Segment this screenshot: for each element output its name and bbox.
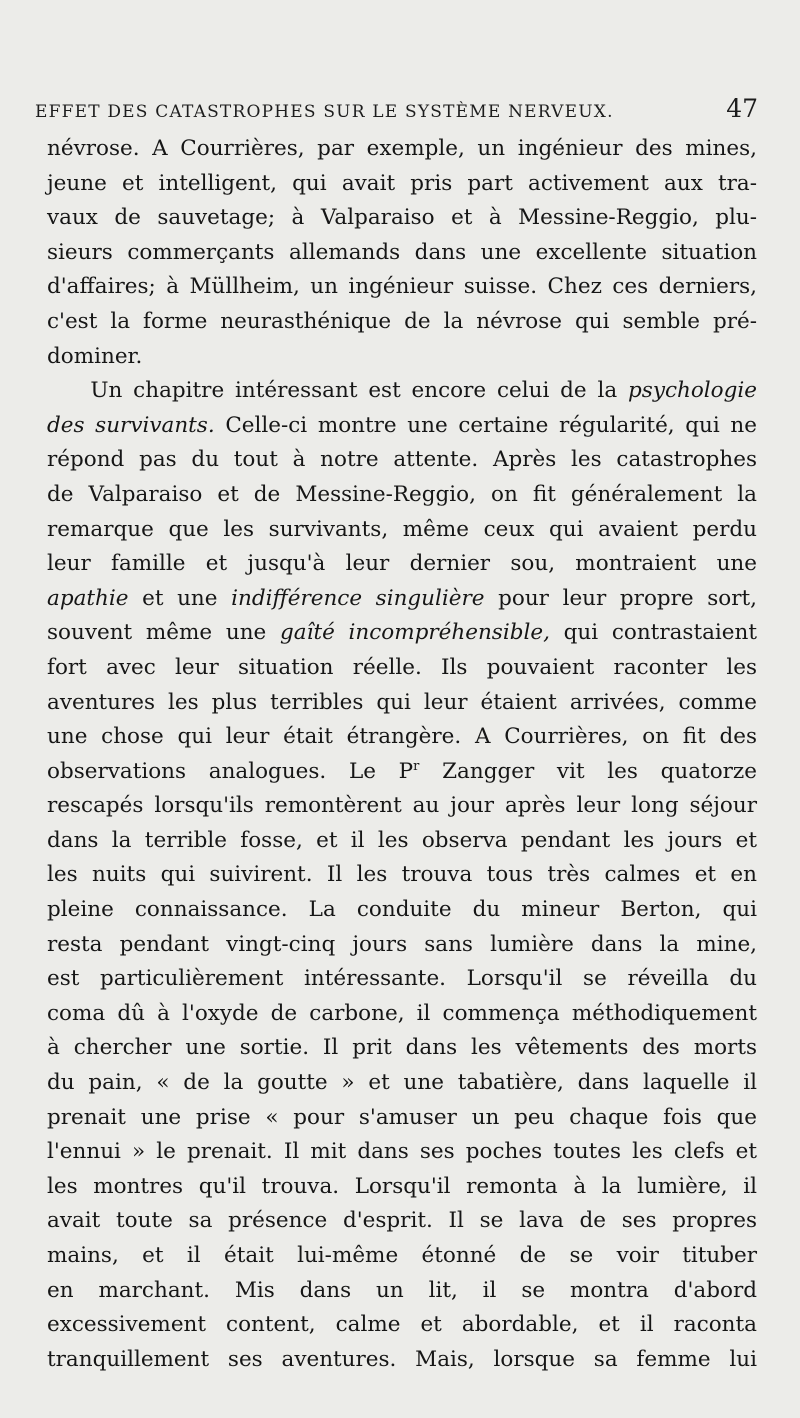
text-line: fort avec leur situation réelle. Ils pouvaient raconter les: [47, 654, 757, 680]
text-span: observations analogues. Le P: [47, 758, 414, 784]
text-span: Un chapitre intéressant est encore celui de la: [90, 378, 629, 404]
text-line: [47, 582, 757, 617]
text-line: les montres qu'il trouva. Lorsqu'il remonta à la lumière, il: [47, 1173, 757, 1199]
text-line: mains, et il était lui-même étonné de se voir tituber: [47, 1243, 757, 1268]
text-line: les nuits qui suivirent. Il les trouva tous très calmes et en: [47, 862, 757, 888]
text-span: et une: [128, 585, 232, 611]
text-span: Celle-ci montre une certaine régularité, qui ne: [214, 412, 757, 438]
text-line: [47, 374, 757, 409]
text-line: d'affaires; à Müllheim, un ingénieur suisse. Chez ces derniers,: [47, 274, 757, 300]
text-line: est particulièrement intéressante. Lorsqu'il se réveilla du: [47, 966, 757, 992]
text-line: rescapés lorsqu'ils remontèrent au jour après leur long séjour: [47, 793, 757, 819]
text-line: coma dû à l'oxyde de carbone, il commença méthodiquement: [47, 1000, 757, 1026]
text-line: [47, 755, 757, 790]
text-line: [47, 409, 757, 444]
italic-text: des survivants.: [47, 412, 215, 438]
text-line: excessivement content, calme et abordable, et il raconta: [47, 1312, 757, 1338]
text-line: dominer.: [47, 343, 143, 369]
text-line: pleine connaissance. La conduite du mineur Berton, qui: [47, 897, 757, 923]
italic-text: indifférence singulière: [231, 585, 485, 611]
text-line: resta pendant vingt-cinq jours sans lumière dans la mine,: [47, 931, 757, 957]
italic-text: psychologie: [628, 378, 757, 404]
text-line: c'est la forme neurasthénique de la névrose qui semble pré-: [47, 308, 757, 334]
text-line: aventures les plus terribles qui leur étaient arrivées, comme: [47, 689, 757, 715]
text-line: leur famille et jusqu'à leur dernier sou, montraient une: [47, 551, 757, 577]
text-line: tranquillement ses aventures. Mais, lorsque sa femme lui: [47, 1346, 757, 1372]
text-line: une chose qui leur était étrangère. A Courrières, on fit des: [47, 724, 757, 750]
text-line: répond pas du tout à notre attente. Après les catastrophes: [47, 447, 757, 473]
page-header: [35, 94, 758, 128]
text-span: pour leur propre sort,: [484, 585, 757, 611]
text-line: remarque que les survivants, même ceux qui avaient perdu: [47, 516, 757, 542]
italic-text: gaîté incompréhensible,: [279, 620, 550, 646]
text-line: jeune et intelligent, qui avait pris part activement aux tra-: [47, 170, 757, 196]
running-title: EFFET DES CATASTROPHES SUR LE SYSTÈME NERVEUX.: [35, 102, 614, 122]
superscript: r: [413, 758, 420, 774]
body-text: [47, 132, 757, 1377]
text-line: névrose. A Courrières, par exemple, un ingénieur des mines,: [47, 136, 757, 161]
text-line: dans la terrible fosse, et il les observa pendant les jours et: [47, 827, 757, 853]
text-line: vaux de sauvetage; à Valparaiso et à Messine-Reggio, plu-: [47, 205, 757, 231]
text-line: sieurs commerçants allemands dans une excellente situation: [47, 239, 757, 265]
text-line: prenait une prise « pour s'amuser un peu chaque fois que: [47, 1104, 757, 1130]
text-line: à chercher une sortie. Il prit dans les vêtements des morts: [47, 1035, 757, 1061]
text-line: [47, 616, 757, 651]
text-span: souvent même une: [47, 620, 280, 646]
text-line: de Valparaiso et de Messine-Reggio, on fit généralement la: [47, 481, 757, 507]
text-line: en marchant. Mis dans un lit, il se montra d'abord: [47, 1277, 757, 1303]
text-line: l'ennui » le prenait. Il mit dans ses poches toutes les clefs et: [47, 1139, 757, 1165]
italic-text: apathie: [47, 585, 129, 611]
text-span: Zangger vit les quatorze: [419, 758, 757, 784]
text-line: du pain, « de la goutte » et une tabatière, dans laquelle il: [47, 1070, 757, 1096]
page-number: 47: [726, 94, 758, 123]
text-line: avait toute sa présence d'esprit. Il se lava de ses propres: [47, 1208, 757, 1234]
text-span: qui contrastaient: [549, 620, 757, 646]
